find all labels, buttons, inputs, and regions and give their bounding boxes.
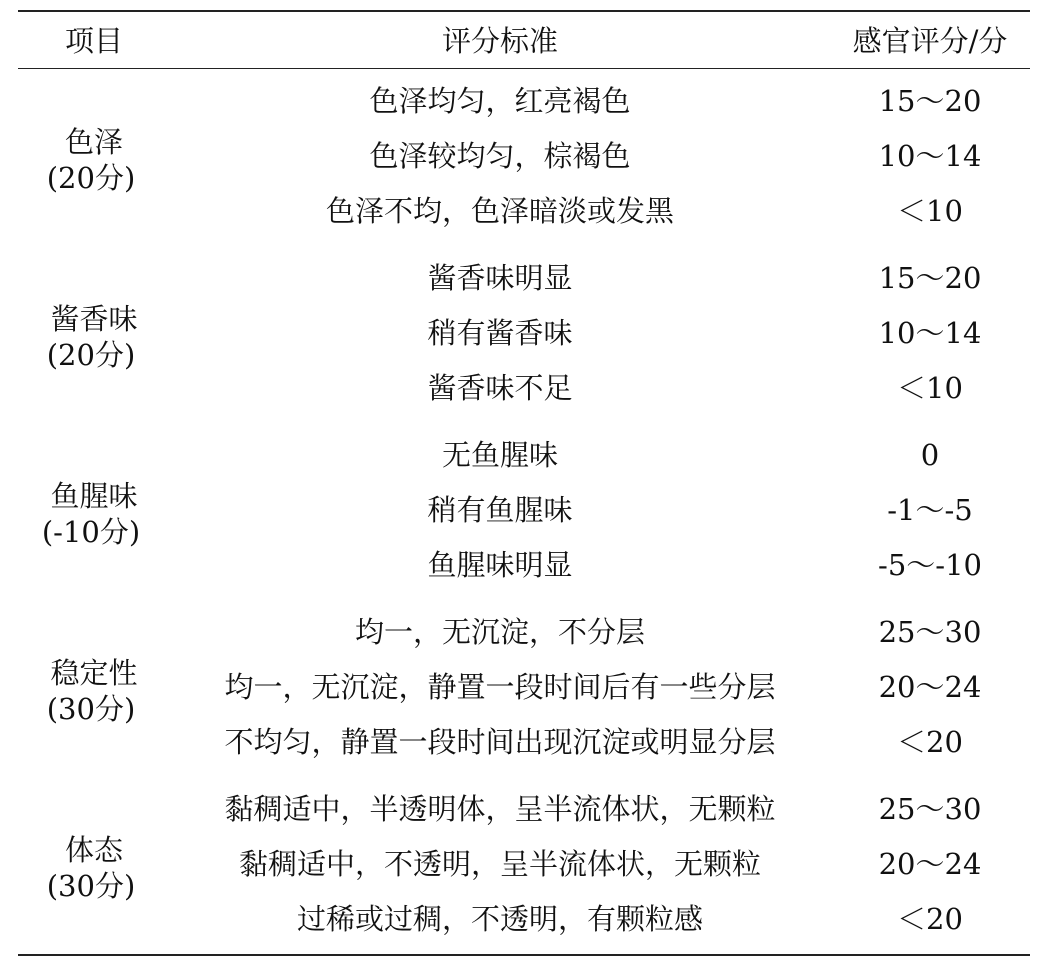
score-cell: ＜20 xyxy=(897,902,963,937)
table-row xyxy=(18,68,1030,130)
score-cell: ＜10 xyxy=(897,194,963,229)
criteria-cell: 稍有酱香味 xyxy=(427,316,573,351)
sensory-score-table xyxy=(18,10,1030,956)
table-row xyxy=(18,307,1030,362)
item-name: 稳定性 xyxy=(50,655,138,690)
header-item: 项目 xyxy=(18,11,170,68)
item-cell xyxy=(18,246,170,423)
table-row xyxy=(18,362,1030,423)
table-row xyxy=(18,661,1030,716)
item-weight: (30分) xyxy=(46,869,136,903)
table-row xyxy=(18,484,1030,539)
item-cell xyxy=(18,423,170,600)
criteria-cell: 色泽不均，色泽暗淡或发黑 xyxy=(325,194,674,229)
criteria-cell: 鱼腥味明显 xyxy=(427,548,573,583)
table-row xyxy=(18,716,1030,777)
item-cell xyxy=(18,777,170,955)
criteria-cell: 酱香味不足 xyxy=(427,371,573,406)
table-row xyxy=(18,246,1030,307)
table-row xyxy=(18,777,1030,838)
item-cell xyxy=(18,68,170,246)
table-row xyxy=(18,423,1030,484)
score-cell: 0 xyxy=(920,438,940,473)
item-name: 色泽 xyxy=(64,124,123,159)
criteria-cell: 黏稠适中，不透明，呈半流体状，无颗粒 xyxy=(238,847,761,882)
criteria-cell: 色泽较均匀，棕褐色 xyxy=(369,139,631,174)
score-cell: 20～24 xyxy=(878,670,982,705)
score-cell: -5～-10 xyxy=(878,548,982,583)
item-cell xyxy=(18,600,170,777)
table-header-row xyxy=(18,11,1030,68)
score-cell: -1～-5 xyxy=(887,493,973,528)
criteria-cell: 过稀或过稠，不透明，有颗粒感 xyxy=(296,902,703,937)
criteria-cell: 色泽均匀，红亮褐色 xyxy=(369,84,631,119)
item-name: 酱香味 xyxy=(50,301,138,336)
item-name: 鱼腥味 xyxy=(50,478,138,513)
score-cell: 25～30 xyxy=(878,792,982,827)
criteria-cell: 无鱼腥味 xyxy=(441,438,558,473)
criteria-cell: 均一，无沉淀，静置一段时间后有一些分层 xyxy=(224,670,776,705)
criteria-cell: 酱香味明显 xyxy=(427,261,573,296)
score-cell: 10～14 xyxy=(878,316,982,351)
table-row xyxy=(18,130,1030,185)
criteria-cell: 均一，无沉淀，不分层 xyxy=(354,615,645,650)
score-cell: 10～14 xyxy=(878,139,982,174)
criteria-cell: 黏稠适中，半透明体，呈半流体状，无颗粒 xyxy=(224,792,776,827)
item-weight: (30分) xyxy=(46,692,136,726)
item-weight: (20分) xyxy=(46,338,136,372)
item-weight: (-10分) xyxy=(41,515,141,549)
header-criteria: 评分标准 xyxy=(170,11,830,68)
score-cell: 25～30 xyxy=(878,615,982,650)
score-cell: 20～24 xyxy=(878,847,982,882)
table-row xyxy=(18,600,1030,661)
item-weight: (20分) xyxy=(46,161,136,195)
table-row xyxy=(18,838,1030,893)
header-score: 感官评分/分 xyxy=(830,11,1030,68)
item-name: 体态 xyxy=(64,832,123,867)
table-row xyxy=(18,539,1030,600)
score-cell: ＜20 xyxy=(897,725,963,760)
table-row xyxy=(18,185,1030,246)
score-cell: 15～20 xyxy=(878,261,982,296)
score-cell: 15～20 xyxy=(878,84,982,119)
score-cell: ＜10 xyxy=(897,371,963,406)
criteria-cell: 稍有鱼腥味 xyxy=(427,493,573,528)
table-row xyxy=(18,893,1030,955)
criteria-cell: 不均匀，静置一段时间出现沉淀或明显分层 xyxy=(224,725,776,760)
